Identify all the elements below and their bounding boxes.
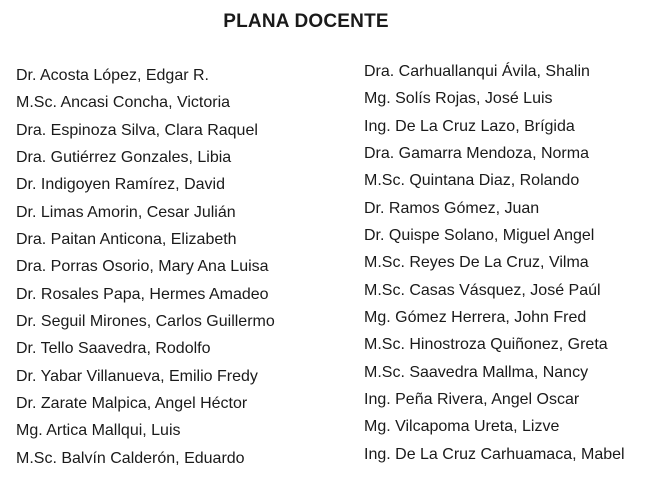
faculty-name: Dra. Paitan Anticona, Elizabeth [16, 231, 237, 249]
faculty-name: Dr. Tello Saavedra, Rodolfo [16, 340, 211, 358]
faculty-name: Ing. De La Cruz Carhuamaca, Mabel [364, 445, 625, 463]
faculty-name: Dra. Porras Osorio, Mary Ana Luisa [16, 258, 269, 276]
faculty-name: Dr. Rosales Papa, Hermes Amadeo [16, 285, 269, 303]
faculty-name: Dra. Carhuallanqui Ávila, Shalin [364, 63, 590, 80]
faculty-name: Dr. Quispe Solano, Miguel Angel [364, 227, 595, 245]
faculty-name: Dr. Limas Amorin, Cesar Julián [16, 203, 236, 221]
faculty-name: Dra. Gutiérrez Gonzales, Libia [16, 149, 232, 167]
faculty-list-right [364, 58, 625, 468]
faculty-name: Mg. Vilcapoma Ureta, Lizve [364, 418, 560, 436]
faculty-name: Mg. Artica Mallqui, Luis [16, 422, 181, 440]
faculty-name: M.Sc. Casas Vásquez, José Paúl [364, 281, 601, 299]
faculty-name: M.Sc. Balvín Calderón, Eduardo [16, 449, 245, 467]
faculty-name: Dr. Zarate Malpica, Angel Héctor [16, 395, 248, 413]
faculty-name: Mg. Gómez Herrera, John Fred [364, 309, 587, 327]
faculty-list-left [16, 62, 275, 472]
faculty-name: Dr. Indigoyen Ramírez, David [16, 176, 225, 194]
faculty-name: Ing. De La Cruz Lazo, Brígida [364, 117, 575, 135]
faculty-name: M.Sc. Quintana Diaz, Rolando [364, 172, 580, 190]
faculty-name: Mg. Solís Rojas, José Luis [364, 90, 553, 108]
faculty-name: Dra. Espinoza Silva, Clara Raquel [16, 121, 258, 139]
faculty-name: Dr. Acosta López, Edgar R. [16, 67, 209, 84]
faculty-name: Dr. Ramos Gómez, Juan [364, 199, 540, 217]
faculty-name: Dr. Seguil Mirones, Carlos Guillermo [16, 313, 275, 331]
faculty-name: Dr. Yabar Villanueva, Emilio Fredy [16, 367, 258, 385]
faculty-name: Dra. Gamarra Mendoza, Norma [364, 145, 589, 163]
faculty-name: Ing. Peña Rivera, Angel Oscar [364, 391, 580, 409]
faculty-name: M.Sc. Reyes De La Cruz, Vilma [364, 254, 589, 272]
faculty-name: M.Sc. Saavedra Mallma, Nancy [364, 363, 589, 381]
page-title: PLANA DOCENTE [223, 11, 389, 32]
faculty-name: M.Sc. Ancasi Concha, Victoria [16, 94, 231, 112]
faculty-name: M.Sc. Hinostroza Quiñonez, Greta [364, 336, 608, 354]
